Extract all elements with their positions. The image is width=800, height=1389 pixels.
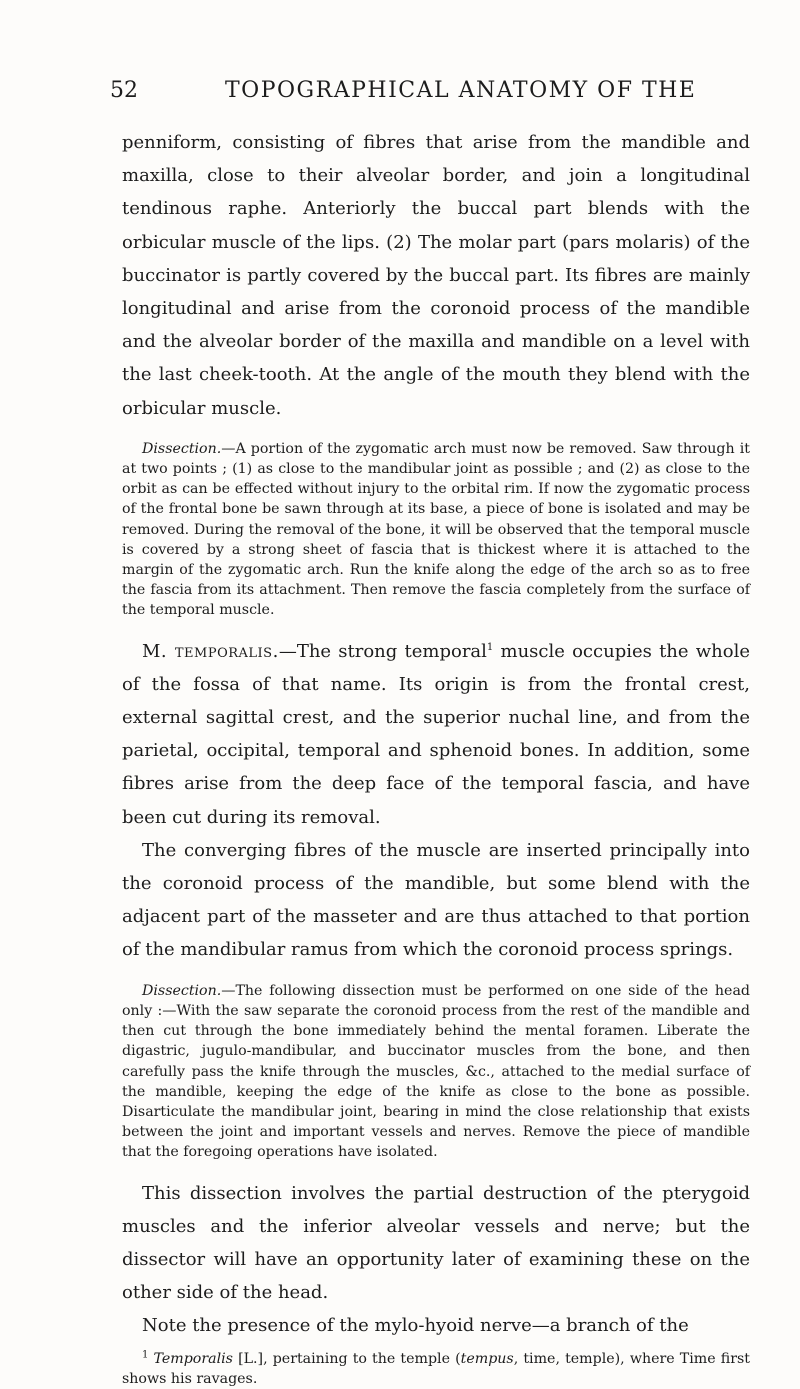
footnote-text-b: , time, temple), where Time first shows his ravages. — [122, 1350, 750, 1387]
footnote-text-a: [L.], pertaining to the temple ( — [232, 1350, 461, 1367]
muscle-heading: M. temporalis. — [142, 640, 279, 662]
paragraph-pterygoid: This dissection involves the partial destruction of the pterygoid muscles and the inferior alveolar vessels and nerve; but the dissector will have an opportunity later of examining these on the other side of the head. — [122, 1182, 750, 1304]
dissection-text: —A portion of the zygomatic arch must now be removed. Saw through it at two points ; (1) as close to the mandibular joint as possible ; and (2) as close to the orbit as can be effected without injury to the orbital rim. If now the zygomatic process of the frontal bone be sawn through at its base, a piece of bone is isolated and may be removed. During the removal of the bone, it will be observed that the temporal muscle is covered by a strong sheet of fascia that is thickest where it is attached to the margin of the zygomatic arch. Run the knife along the edge of the arch so as to free the fascia from its attachment. Then remove the fascia completely from the surface of the temporal muscle. — [122, 440, 750, 619]
footnote-term: Temporalis — [153, 1350, 233, 1367]
paragraph-temporalis — [122, 635, 750, 834]
dissection-label: Dissection. — [142, 982, 222, 999]
paragraph-mylohyoid: Note the presence of the mylo-hyoid nerve—a branch of the — [142, 1315, 689, 1337]
page-body — [122, 126, 750, 1389]
temporalis-text-a: —The strong temporal — [278, 640, 487, 662]
dissection-text: —The following dissection must be performed on one side of the head only :—With the saw separate the coronoid process from the rest of the mandible and then cut through the bone immediately behind the mental foramen. Liberate the digastric, jugulo-mandibular, and buccinator muscles from the bone, and then carefully pass the knife through the muscles, &c., attached to the medial surface of the mandible, keeping the edge of the knife as close to the bone as possible. Disarticulate the mandibular joint, bearing in mind the close relationship that exists between the joint and important vessels and nerves. Remove the piece of mandible that the foregoing operations have isolated. — [122, 982, 750, 1161]
paragraph-insertion: The converging fibres of the muscle are inserted principally into the coronoid process of the mandible, but some blend with the adjacent part of the masseter and are thus attached to that portion of the mandibular ramus from which the coronoid process springs. — [122, 839, 750, 961]
dissection-label: Dissection. — [142, 440, 222, 457]
footnote — [122, 1349, 750, 1389]
page-number: 52 — [110, 78, 138, 103]
paragraph-buccinator: penniform, consisting of fibres that arise from the mandible and maxilla, close to their alveolar border, and join a longitudinal tendinous raphe. Anteriorly the buccal part blends with the orbicular muscle of the lips. (2) The molar part (pars molaris) of the buccinator is partly covered by the buccal part. Its fibres are mainly longitudinal and arise from the coronoid process of the mandible and the alveolar border of the maxilla and mandible on a level with the last cheek-tooth. At the angle of the mouth they blend with the orbicular muscle. — [122, 132, 750, 419]
footnote-ref: 1 — [486, 641, 494, 653]
temporalis-text-b: muscle occupies the whole of the fossa of that name. Its origin is from the frontal crest, external sagittal crest, and the superior nuchal line, and from the parietal, occipital, temporal and sphenoid bones. In addition, some fibres arise from the deep face of the temporal fascia, and have been cut during its removal. — [122, 640, 750, 828]
running-head: TOPOGRAPHICAL ANATOMY OF THE — [225, 78, 697, 103]
footnote-marker: 1 — [142, 1348, 149, 1360]
dissection-mandible — [122, 981, 750, 1163]
footnote-latin: tempus — [460, 1350, 514, 1367]
dissection-zygomatic-arch — [122, 439, 750, 621]
page-header — [110, 78, 750, 103]
